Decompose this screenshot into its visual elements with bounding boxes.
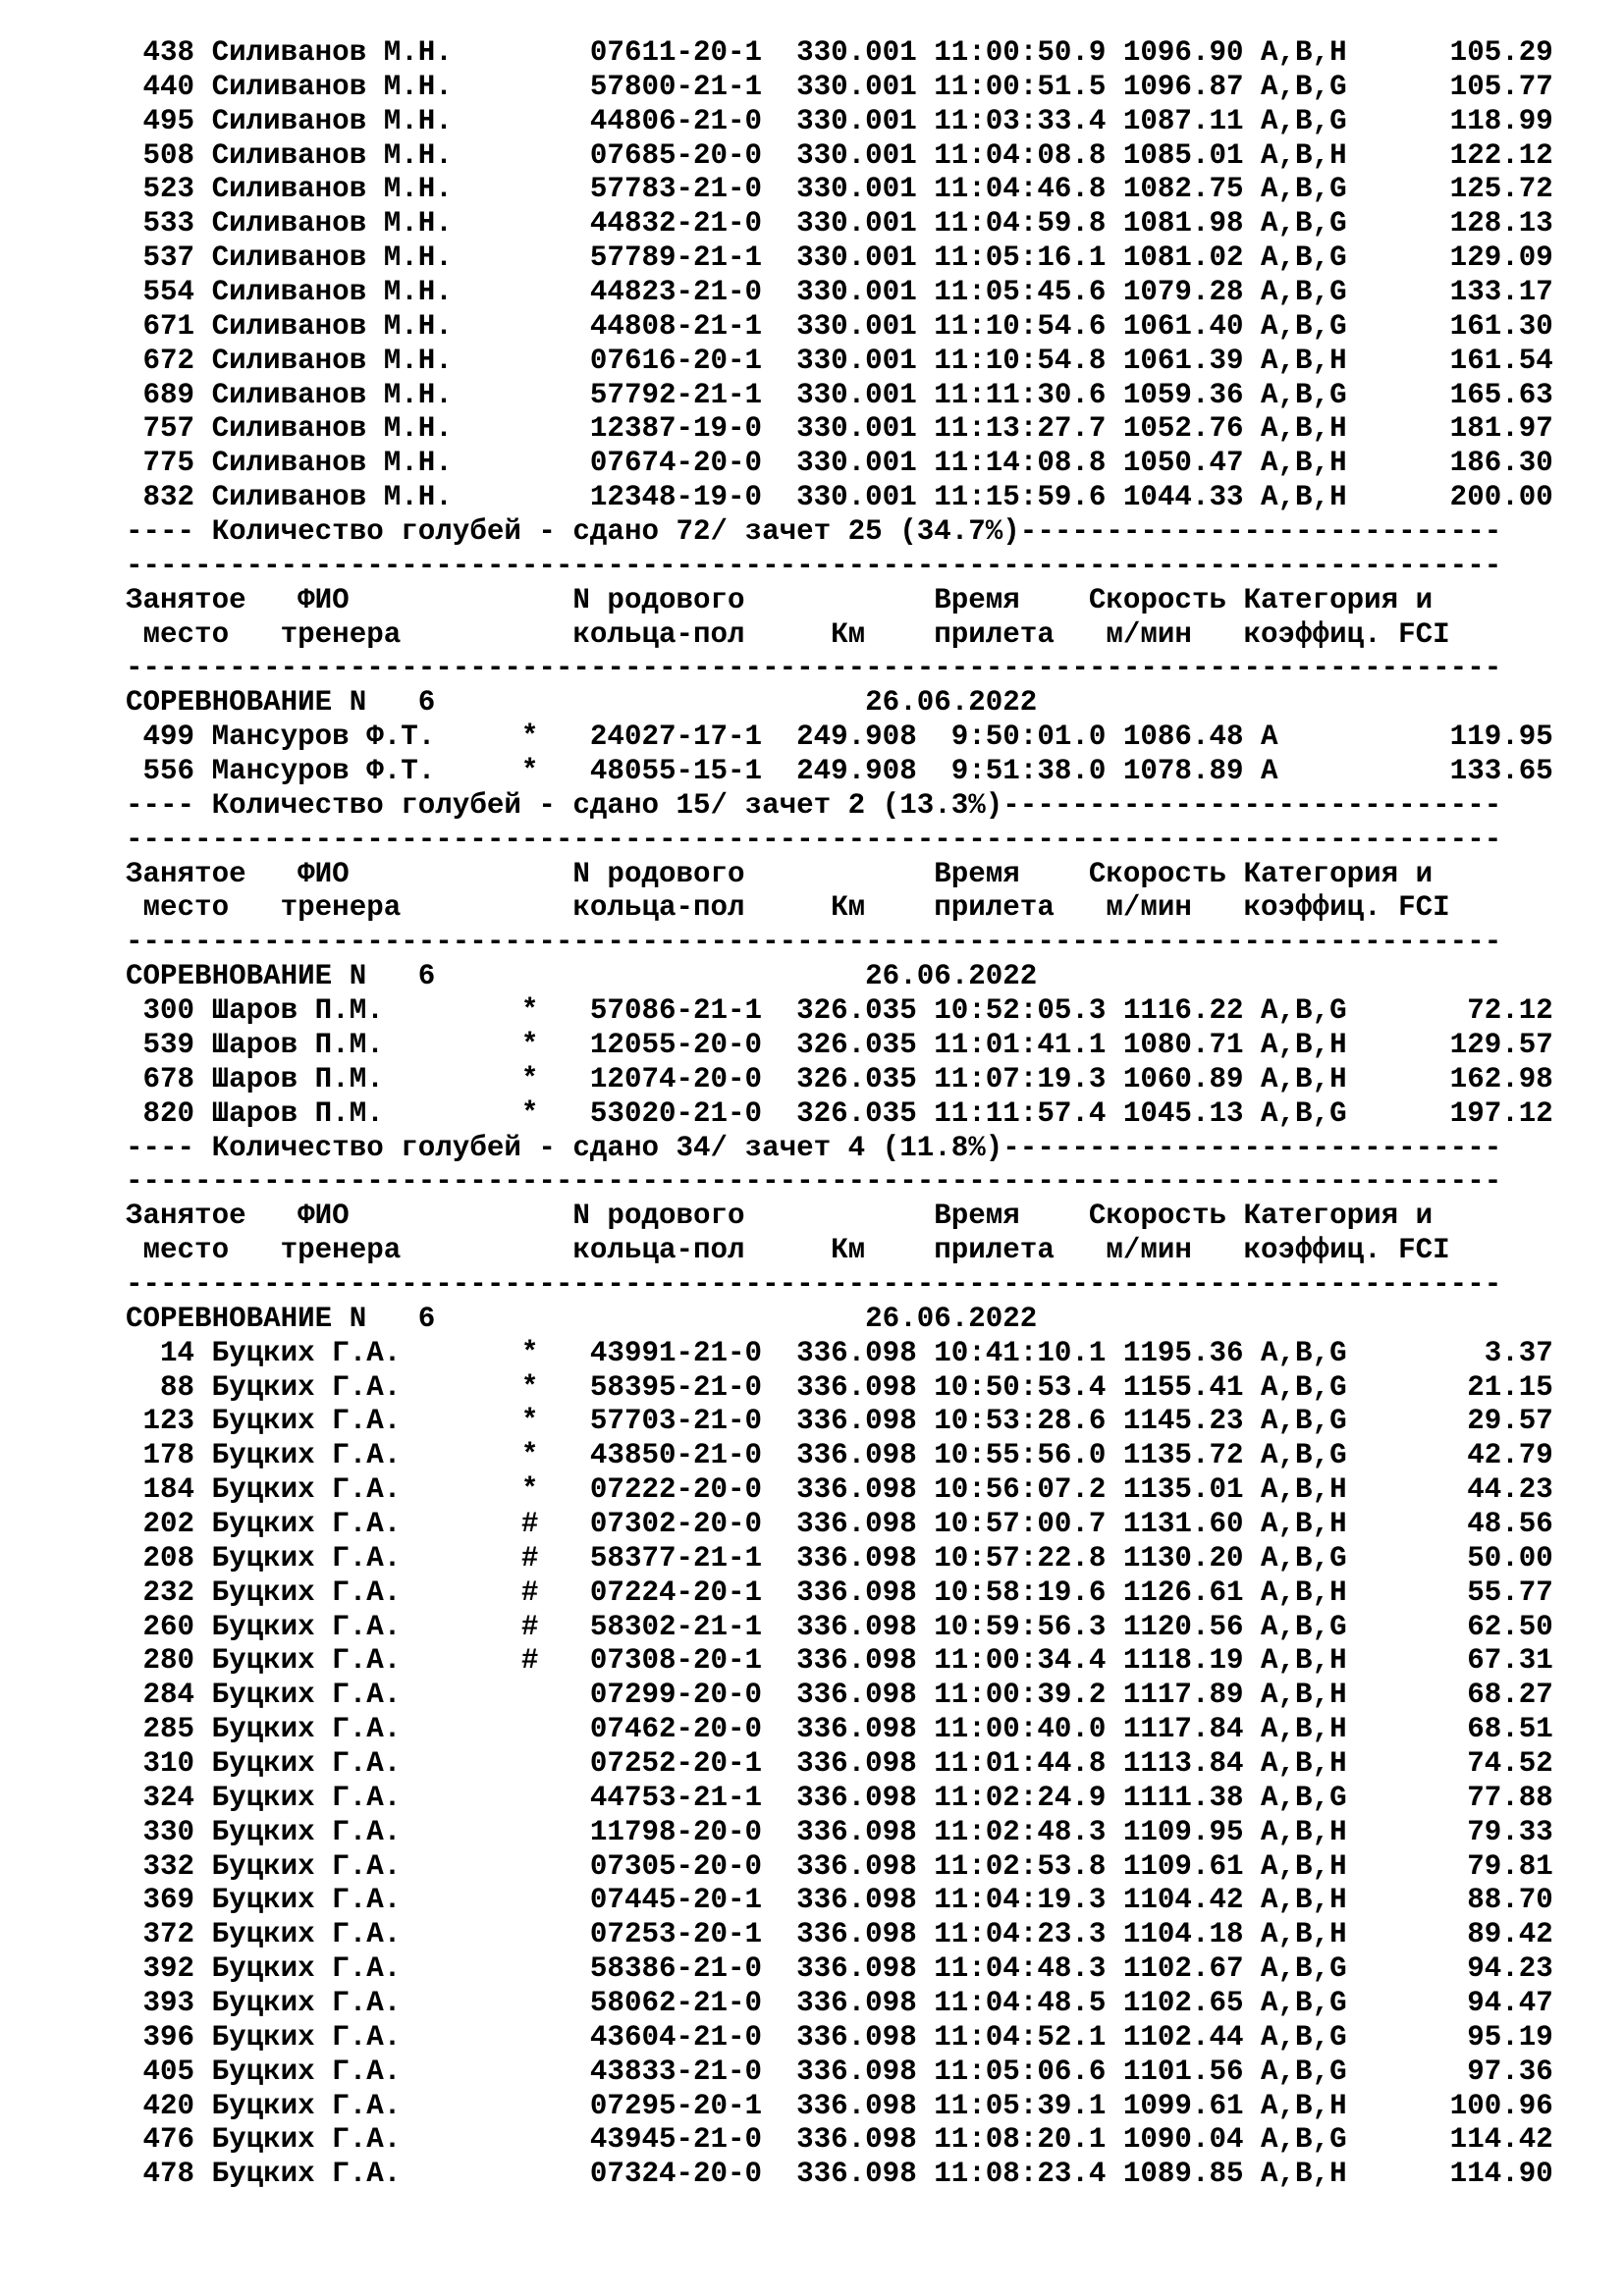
table-row: 284 Буцких Г.А. 07299-20-0 336.098 11:00:39.2 1117.89 A,B,H 68.27 <box>126 1679 1553 1712</box>
table-row: 14 Буцких Г.А. * 43991-21-0 336.098 10:41:10.1 1195.36 A,B,G 3.37 <box>126 1336 1553 1369</box>
table-row: 232 Буцких Г.А. # 07224-20-1 336.098 10:58:19.6 1126.61 A,B,H 55.77 <box>126 1575 1553 1609</box>
table-row: 438 Силиванов М.Н. 07611-20-1 330.001 11:00:50.9 1096.90 A,B,H 105.29 <box>126 36 1553 69</box>
separator-line: -------------------------------------------------------------------------------- <box>126 549 1502 582</box>
column-header-line-1: Занятое ФИО N родового Время Скорость Категория и <box>126 583 1434 616</box>
table-row: 369 Буцких Г.А. 07445-20-1 336.098 11:04:19.3 1104.42 A,B,H 88.70 <box>126 1884 1553 1917</box>
table-row: 260 Буцких Г.А. # 58302-21-1 336.098 10:59:56.3 1120.56 A,B,G 62.50 <box>126 1610 1553 1643</box>
table-row: 476 Буцких Г.А. 43945-21-0 336.098 11:08:20.1 1090.04 A,B,G 114.42 <box>126 2123 1553 2157</box>
column-header-line-1: Занятое ФИО N родового Время Скорость Категория и <box>126 1200 1434 1233</box>
column-header-line-2: место тренера кольца-пол Км прилета м/мин коэффиц. FCI <box>126 617 1450 651</box>
competition-date: 26.06.2022 <box>865 1302 1038 1335</box>
table-row: 184 Буцких Г.А. * 07222-20-0 336.098 10:56:07.2 1135.01 A,B,H 44.23 <box>126 1473 1553 1507</box>
table-row: 775 Силиванов М.Н. 07674-20-0 330.001 11:14:08.8 1050.47 A,B,H 186.30 <box>126 447 1553 480</box>
competition-line <box>126 960 1553 994</box>
separator-line: -------------------------------------------------------------------------------- <box>126 652 1502 685</box>
table-row: 820 Шаров П.М. * 53020-21-0 326.035 11:11:57.4 1045.13 A,B,G 197.12 <box>126 1096 1553 1130</box>
summary-line: ---- Количество голубей - сдано 15/ зачет 2 (13.3%)----------------------------- <box>126 788 1502 822</box>
separator-line: -------------------------------------------------------------------------------- <box>126 823 1502 856</box>
table-row: 478 Буцких Г.А. 07324-20-0 336.098 11:08:23.4 1089.85 A,B,H 114.90 <box>126 2158 1553 2191</box>
table-row: 554 Силиванов М.Н. 44823-21-0 330.001 11:05:45.6 1079.28 A,B,G 133.17 <box>126 276 1553 309</box>
table-row: 208 Буцких Г.А. # 58377-21-1 336.098 10:57:22.8 1130.20 A,B,G 50.00 <box>126 1541 1553 1575</box>
table-row: 405 Буцких Г.А. 43833-21-0 336.098 11:05:06.6 1101.56 A,B,G 97.36 <box>126 2055 1553 2088</box>
separator-line: -------------------------------------------------------------------------------- <box>126 926 1502 959</box>
table-row: 420 Буцких Г.А. 07295-20-1 336.098 11:05:39.1 1099.61 A,B,H 100.96 <box>126 2089 1553 2122</box>
competition-date: 26.06.2022 <box>865 686 1038 720</box>
table-row: 392 Буцких Г.А. 58386-21-0 336.098 11:04:48.3 1102.67 A,B,G 94.23 <box>126 1952 1553 1986</box>
column-header-line-2: место тренера кольца-пол Км прилета м/мин коэффиц. FCI <box>126 1234 1450 1267</box>
competition-title: СОРЕВНОВАНИЕ N 6 <box>126 1302 866 1335</box>
competition-date: 26.06.2022 <box>865 960 1038 993</box>
table-row: 88 Буцких Г.А. * 58395-21-0 336.098 10:50:53.4 1155.41 A,B,G 21.15 <box>126 1370 1553 1404</box>
summary-line: ---- Количество голубей - сдано 34/ зачет 4 (11.8%)----------------------------- <box>126 1131 1502 1164</box>
table-row: 689 Силиванов М.Н. 57792-21-1 330.001 11:11:30.6 1059.36 A,B,G 165.63 <box>126 378 1553 411</box>
summary-line: ---- Количество голубей - сдано 72/ зачет 25 (34.7%)---------------------------- <box>126 515 1502 549</box>
table-row: 556 Мансуров Ф.Т. * 48055-15-1 249.908 9:51:38.0 1078.89 A 133.65 <box>126 755 1553 788</box>
table-row: 539 Шаров П.М. * 12055-20-0 326.035 11:01:41.1 1080.71 A,B,H 129.57 <box>126 1028 1553 1061</box>
separator-line: -------------------------------------------------------------------------------- <box>126 1165 1502 1199</box>
results-sheet <box>126 36 1553 2192</box>
column-header-line-1: Занятое ФИО N родового Время Скорость Категория и <box>126 857 1434 890</box>
table-row: 533 Силиванов М.Н. 44832-21-0 330.001 11:04:59.8 1081.98 A,B,G 128.13 <box>126 207 1553 240</box>
table-row: 396 Буцких Г.А. 43604-21-0 336.098 11:04:52.1 1102.44 A,B,G 95.19 <box>126 2020 1553 2054</box>
table-row: 280 Буцких Г.А. # 07308-20-1 336.098 11:00:34.4 1118.19 A,B,H 67.31 <box>126 1644 1553 1678</box>
column-header-line-2: место тренера кольца-пол Км прилета м/мин коэффиц. FCI <box>126 891 1450 925</box>
competition-title: СОРЕВНОВАНИЕ N 6 <box>126 686 866 720</box>
table-row: 678 Шаров П.М. * 12074-20-0 326.035 11:07:19.3 1060.89 A,B,H 162.98 <box>126 1062 1553 1095</box>
table-row: 310 Буцких Г.А. 07252-20-1 336.098 11:01:44.8 1113.84 A,B,H 74.52 <box>126 1746 1553 1780</box>
table-row: 178 Буцких Г.А. * 43850-21-0 336.098 10:55:56.0 1135.72 A,B,G 42.79 <box>126 1439 1553 1472</box>
table-row: 300 Шаров П.М. * 57086-21-1 326.035 10:52:05.3 1116.22 A,B,G 72.12 <box>126 994 1553 1028</box>
table-row: 495 Силиванов М.Н. 44806-21-0 330.001 11:03:33.4 1087.11 A,B,G 118.99 <box>126 104 1553 137</box>
table-row: 332 Буцких Г.А. 07305-20-0 336.098 11:02:53.8 1109.61 A,B,H 79.81 <box>126 1849 1553 1883</box>
table-row: 672 Силиванов М.Н. 07616-20-1 330.001 11:10:54.8 1061.39 A,B,H 161.54 <box>126 344 1553 377</box>
table-row: 393 Буцких Г.А. 58062-21-0 336.098 11:04:48.5 1102.65 A,B,G 94.47 <box>126 1986 1553 2019</box>
table-row: 324 Буцких Г.А. 44753-21-1 336.098 11:02:24.9 1111.38 A,B,G 77.88 <box>126 1781 1553 1814</box>
table-row: 330 Буцких Г.А. 11798-20-0 336.098 11:02:48.3 1109.95 A,B,H 79.33 <box>126 1815 1553 1848</box>
competition-line <box>126 1303 1553 1337</box>
table-row: 285 Буцких Г.А. 07462-20-0 336.098 11:00:40.0 1117.84 A,B,H 68.51 <box>126 1713 1553 1746</box>
table-row: 832 Силиванов М.Н. 12348-19-0 330.001 11:15:59.6 1044.33 A,B,H 200.00 <box>126 481 1553 514</box>
table-row: 123 Буцких Г.А. * 57703-21-0 336.098 10:53:28.6 1145.23 A,B,G 29.57 <box>126 1405 1553 1438</box>
table-row: 757 Силиванов М.Н. 12387-19-0 330.001 11:13:27.7 1052.76 A,B,H 181.97 <box>126 412 1553 446</box>
table-row: 508 Силиванов М.Н. 07685-20-0 330.001 11:04:08.8 1085.01 A,B,H 122.12 <box>126 138 1553 172</box>
competition-line <box>126 686 1553 721</box>
table-row: 440 Силиванов М.Н. 57800-21-1 330.001 11:00:51.5 1096.87 A,B,G 105.77 <box>126 70 1553 103</box>
table-row: 499 Мансуров Ф.Т. * 24027-17-1 249.908 9:50:01.0 1086.48 A 119.95 <box>126 721 1553 754</box>
table-row: 523 Силиванов М.Н. 57783-21-0 330.001 11:04:46.8 1082.75 A,B,G 125.72 <box>126 173 1553 206</box>
separator-line: -------------------------------------------------------------------------------- <box>126 1267 1502 1301</box>
table-row: 202 Буцких Г.А. # 07302-20-0 336.098 10:57:00.7 1131.60 A,B,H 48.56 <box>126 1507 1553 1540</box>
table-row: 537 Силиванов М.Н. 57789-21-1 330.001 11:05:16.1 1081.02 A,B,G 129.09 <box>126 241 1553 275</box>
table-row: 372 Буцких Г.А. 07253-20-1 336.098 11:04:23.3 1104.18 A,B,H 89.42 <box>126 1918 1553 1951</box>
competition-title: СОРЕВНОВАНИЕ N 6 <box>126 960 866 993</box>
table-row: 671 Силиванов М.Н. 44808-21-1 330.001 11:10:54.6 1061.40 A,B,G 161.30 <box>126 309 1553 343</box>
